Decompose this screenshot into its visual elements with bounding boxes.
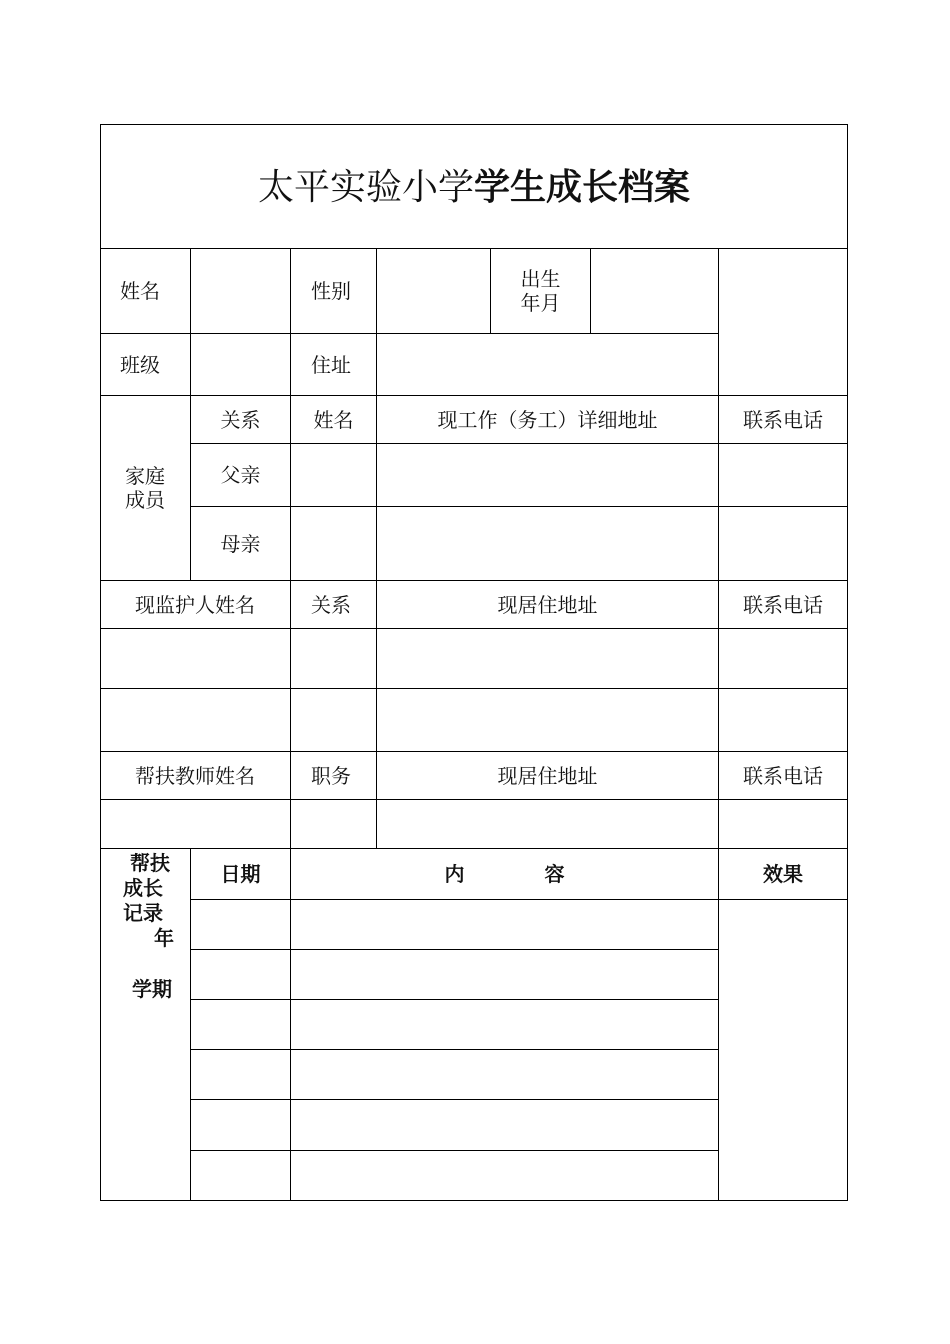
- record-content-field-4[interactable]: [291, 1050, 718, 1099]
- birth-label-line2: 年月: [520, 291, 561, 315]
- record-content-field-5[interactable]: [291, 1100, 718, 1150]
- guardian-relation-field-2[interactable]: [291, 689, 376, 751]
- family-relation-mother: 母亲: [220, 531, 261, 556]
- birth-label: [491, 249, 590, 333]
- record-header-content-1: 内: [444, 862, 465, 886]
- guardian-phone-field-1[interactable]: [719, 629, 847, 688]
- name-label: 姓名: [120, 279, 160, 303]
- form-title: [100, 166, 848, 210]
- birth-field[interactable]: [591, 249, 718, 333]
- record-side-line2: 成长: [123, 876, 163, 900]
- teacher-name-field[interactable]: [100, 800, 290, 848]
- record-content-field-6[interactable]: [291, 1151, 718, 1200]
- teacher-header-position: 职务: [311, 763, 351, 788]
- family-label-line2: 成员: [125, 488, 165, 512]
- name-field[interactable]: [191, 249, 290, 333]
- record-side-line1: 帮扶: [130, 851, 170, 875]
- record-date-field-6[interactable]: [191, 1151, 290, 1200]
- gender-field[interactable]: [377, 249, 490, 333]
- mother-name-field[interactable]: [291, 507, 376, 580]
- guardian-phone-field-2[interactable]: [719, 689, 847, 751]
- family-header-name: 姓名: [313, 407, 354, 432]
- family-header-phone: 联系电话: [743, 407, 823, 432]
- record-content-field-2[interactable]: [291, 950, 718, 999]
- record-date-field-5[interactable]: [191, 1100, 290, 1150]
- mother-work-address-field[interactable]: [377, 507, 718, 580]
- record-side-label: [100, 851, 190, 1011]
- record-header-content: [291, 849, 718, 899]
- guardian-header-address: 现居住地址: [497, 592, 598, 617]
- father-phone-field[interactable]: [719, 444, 847, 506]
- address-field[interactable]: [377, 334, 718, 395]
- record-header-effect: 效果: [763, 862, 803, 886]
- student-growth-record-form: [100, 124, 848, 1201]
- birth-label-line1: 出生: [520, 267, 561, 291]
- family-relation-father: 父亲: [220, 463, 261, 487]
- record-side-line4: 年: [154, 926, 174, 950]
- guardian-name-field-1[interactable]: [100, 629, 290, 688]
- class-label: 班级: [120, 352, 160, 377]
- family-section-label: [100, 396, 190, 580]
- record-side-line5: 学期: [132, 977, 172, 1001]
- guardian-header-name: 现监护人姓名: [135, 592, 255, 617]
- record-content-field-1[interactable]: [291, 900, 718, 949]
- record-side-line3: 记录: [123, 901, 163, 925]
- family-header-relation: 关系: [220, 407, 261, 432]
- family-header-work-address: 现工作（务工）详细地址: [437, 407, 658, 432]
- guardian-relation-field-1[interactable]: [291, 629, 376, 688]
- teacher-header-address: 现居住地址: [497, 763, 598, 788]
- record-date-field-2[interactable]: [191, 950, 290, 999]
- guardian-header-phone: 联系电话: [743, 592, 823, 617]
- gender-label: 性别: [311, 279, 351, 303]
- mother-phone-field[interactable]: [719, 507, 847, 580]
- teacher-header-phone: 联系电话: [743, 763, 823, 788]
- address-label: 住址: [311, 352, 351, 377]
- class-field[interactable]: [191, 334, 290, 395]
- record-effect-field[interactable]: [719, 900, 847, 1200]
- record-date-field-4[interactable]: [191, 1050, 290, 1099]
- record-header-date: 日期: [220, 862, 261, 886]
- teacher-phone-field[interactable]: [719, 800, 847, 848]
- record-date-field-3[interactable]: [191, 1000, 290, 1049]
- guardian-address-field-2[interactable]: [377, 689, 718, 751]
- guardian-name-field-2[interactable]: [100, 689, 290, 751]
- father-name-field[interactable]: [291, 444, 376, 506]
- guardian-address-field-1[interactable]: [377, 629, 718, 688]
- record-header-content-2: 容: [544, 862, 565, 886]
- teacher-header-name: 帮扶教师姓名: [135, 763, 255, 788]
- record-date-field-1[interactable]: [191, 900, 290, 949]
- photo-area[interactable]: [719, 249, 847, 395]
- family-label-line1: 家庭: [125, 464, 165, 488]
- form-title-record: 学生成长档案: [474, 167, 691, 208]
- teacher-position-field[interactable]: [291, 800, 376, 848]
- form-title-school: 太平实验小学: [257, 167, 474, 208]
- teacher-address-field[interactable]: [377, 800, 718, 848]
- record-content-field-3[interactable]: [291, 1000, 718, 1049]
- guardian-header-relation: 关系: [311, 592, 351, 617]
- father-work-address-field[interactable]: [377, 444, 718, 506]
